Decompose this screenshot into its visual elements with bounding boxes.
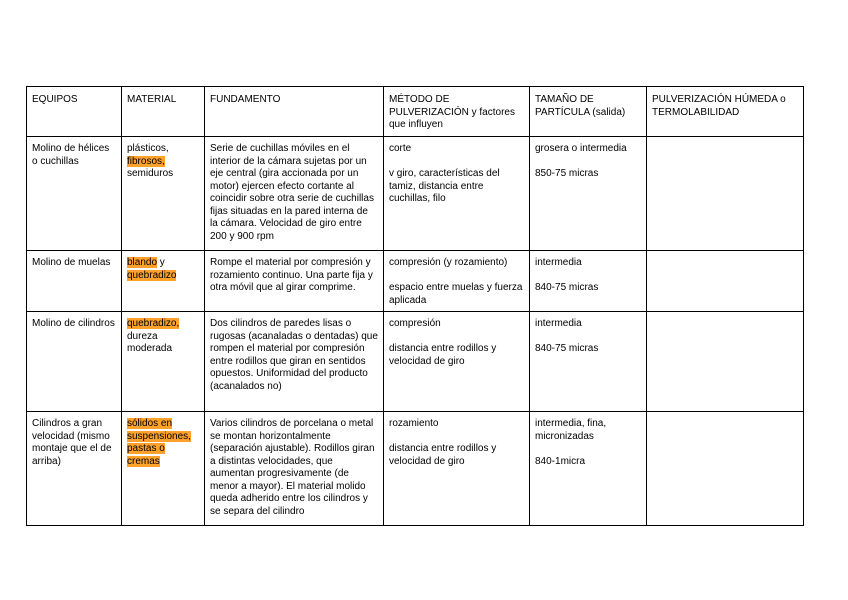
metodo-text: compresión (y rozamiento): [389, 257, 508, 268]
cell-fundamento: Dos cilindros de paredes lisas o rugosas (acanaladas o dentadas) que rompen el material por compresión entre rodillos que giran en sentidos opuestos. Uniformidad del producto (acanalados no): [205, 312, 384, 412]
table-row: [27, 412, 804, 526]
cell-metodo: [384, 137, 530, 251]
factores-text: v giro, características del tamiz, distancia entre cuchillas, filo: [389, 168, 500, 204]
metodo-text: corte: [389, 143, 412, 154]
cell-tamano: [530, 412, 647, 526]
header-metodo: MÉTODO DE PULVERIZACIÓN y factores que influyen: [384, 87, 530, 137]
cell-humeda: [647, 412, 804, 526]
header-humeda: PULVERIZACIÓN HÚMEDA o TERMOLABILIDAD: [647, 87, 804, 137]
material-highlight: fibrosos,: [127, 155, 165, 167]
cell-humeda: [647, 137, 804, 251]
cell-material: [122, 251, 205, 312]
cell-humeda: [647, 312, 804, 412]
rango-text: 840-1micra: [535, 455, 586, 467]
tamano-text: intermedia, fina, micronizadas: [535, 418, 607, 442]
table-row: [27, 312, 804, 412]
material-highlight: quebradizo,: [127, 318, 180, 329]
metodo-text: rozamiento: [389, 418, 439, 429]
cell-metodo: [384, 412, 530, 526]
material-text: plásticos,: [127, 143, 169, 154]
material-highlight: blando: [127, 257, 158, 268]
table-row: [27, 251, 804, 312]
material-highlight: quebradizo: [127, 269, 177, 281]
cell-fundamento: Rompe el material por compresión y rozamiento continuo. Una parte fija y otra móvil que al girar comprime.: [205, 251, 384, 312]
cell-fundamento: Varios cilindros de porcelana o metal se montan horizontalmente (separación ajustable). Rodillos giran a distintas velocidades, que aumentan progresivamente (de menor a mayor). El material molido queda adherido entre los cilindros y se separa del cilindro: [205, 412, 384, 526]
material-text: dureza moderada: [127, 330, 173, 354]
factores-text: espacio entre muelas y fuerza aplicada: [389, 282, 523, 306]
factores-text: distancia entre rodillos y velocidad de giro: [389, 343, 497, 367]
material-highlight: sólidos en suspensiones, pastas o cremas: [127, 418, 191, 467]
factores-text: distancia entre rodillos y velocidad de giro: [389, 443, 497, 467]
cell-tamano: [530, 137, 647, 251]
cell-metodo: [384, 312, 530, 412]
header-tamano: TAMAÑO DE PARTÍCULA (salida): [530, 87, 647, 137]
material-text: semiduros: [127, 168, 174, 179]
table-header-row: [27, 87, 804, 137]
cell-metodo: [384, 251, 530, 312]
cell-equipo: Cilindros a gran velocidad (mismo montaje que el de arriba): [27, 412, 122, 526]
header-material: MATERIAL: [122, 87, 205, 137]
cell-tamano: [530, 251, 647, 312]
cell-material: [122, 412, 205, 526]
rango-text: 850-75 micras: [535, 168, 599, 179]
cell-material: [122, 137, 205, 251]
header-equipos: EQUIPOS: [27, 87, 122, 137]
cell-equipo: Molino de cilindros: [27, 312, 122, 412]
rango-text: 840-75 micras: [535, 282, 599, 293]
tamano-text: intermedia: [535, 318, 582, 329]
cell-equipo: Molino de hélices o cuchillas: [27, 137, 122, 251]
tamano-text: intermedia: [535, 257, 582, 268]
cell-equipo: Molino de muelas: [27, 251, 122, 312]
cell-material: [122, 312, 205, 412]
tamano-text: grosera o intermedia: [535, 143, 627, 154]
cell-fundamento: Serie de cuchillas móviles en el interior de la cámara sujetas por un eje central (gira accionada por un motor) ejercen efecto cortante al coincidir sobre otra serie de cuchillas fijas situadas en la pared interna de la cámara. Velocidad de giro entre 200 y 900 rpm: [205, 137, 384, 251]
metodo-text: compresión: [389, 318, 441, 329]
table-row: [27, 137, 804, 251]
comparison-table: [26, 86, 804, 526]
rango-text: 840-75 micras: [535, 343, 599, 354]
cell-tamano: [530, 312, 647, 412]
material-text: y: [157, 257, 165, 268]
cell-humeda: [647, 251, 804, 312]
header-fundamento: FUNDAMENTO: [205, 87, 384, 137]
